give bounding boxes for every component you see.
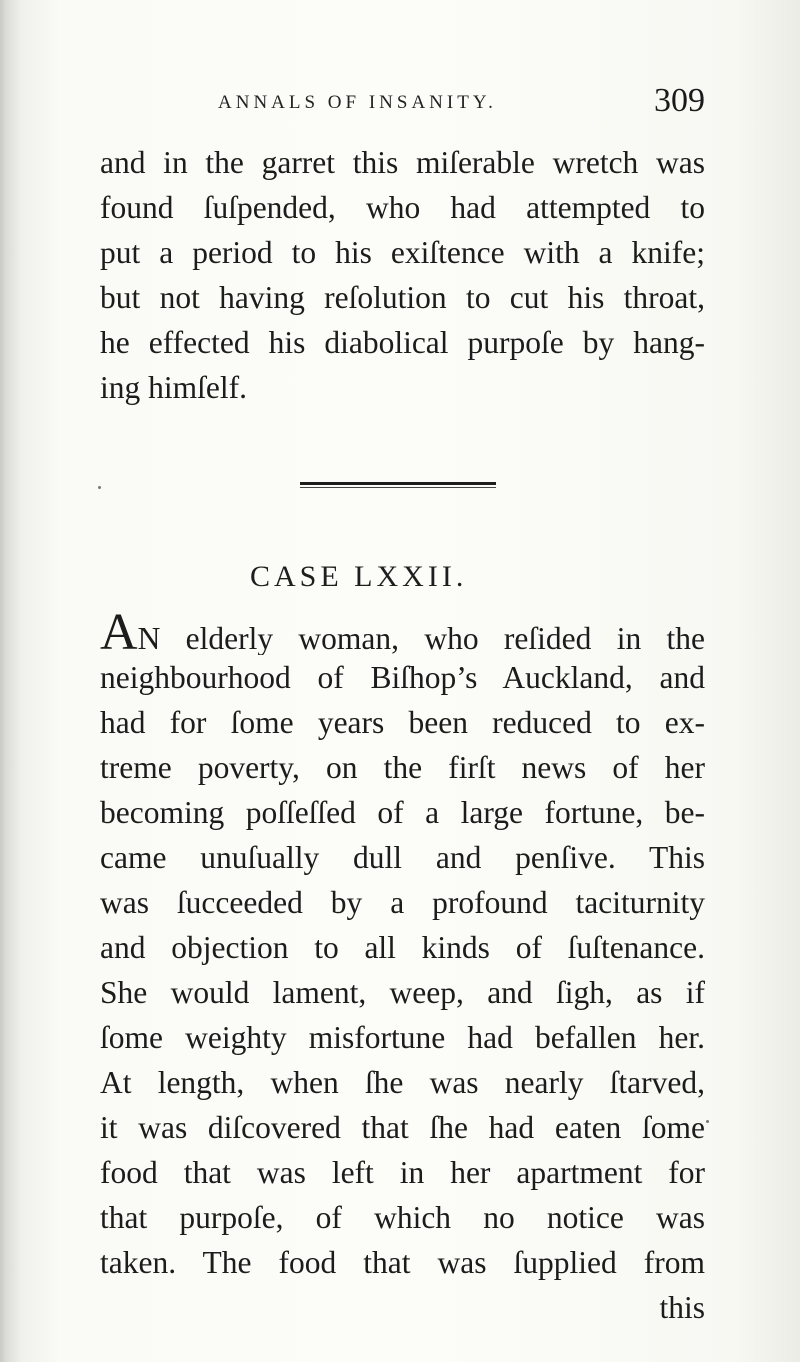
divider-thick-rule [300, 482, 496, 485]
text-line: ſome weighty misfortune had befallen her. [100, 1020, 705, 1055]
text-line: but not having reſolution to cut his throat, [100, 280, 705, 315]
text-line: he effected his diabolical purpoſe by hang- [100, 325, 705, 360]
margin-speck [706, 1120, 709, 1123]
text-line: and in the garret this miſerable wretch was [100, 145, 705, 180]
page-header [100, 82, 705, 128]
paragraph-continued [100, 140, 705, 410]
margin-speck [98, 486, 101, 489]
text-line: came unuſually dull and penſive. This [100, 840, 705, 875]
case-heading: CASE LXXII. [250, 560, 468, 593]
text-line: it was diſcovered that ſhe had eaten ſome [100, 1110, 705, 1145]
text-line: had for ſome years been reduced to ex- [100, 705, 705, 740]
text-line: treme poverty, on the firſt news of her [100, 750, 705, 785]
text-line: that purpoſe, of which no notice was [100, 1200, 705, 1235]
text-line: food that was left in her apartment for [100, 1155, 705, 1190]
page-number: 309 [654, 82, 705, 119]
first-text-line [100, 610, 705, 655]
section-divider [300, 480, 496, 490]
text-line: ing himſelf. [100, 370, 247, 405]
drop-cap: A [100, 610, 138, 655]
text-line: was ſucceeded by a profound taciturnity [100, 885, 705, 920]
text-line: She would lament, weep, and ſigh, as if [100, 975, 705, 1010]
text-line: taken. The food that was ſupplied from [100, 1245, 705, 1280]
running-head: ANNALS OF INSANITY. [218, 92, 497, 113]
case-paragraph [100, 610, 705, 1330]
divider-thin-rule [300, 487, 496, 488]
text-line: found ſuſpended, who had attempted to [100, 190, 705, 225]
first-line-text: N elderly woman, who reſided in the [137, 621, 705, 655]
text-line: and objection to all kinds of ſuſtenance. [100, 930, 705, 965]
text-line: becoming poſſeſſed of a large fortune, be- [100, 795, 705, 830]
text-line: At length, when ſhe was nearly ſtarved, [100, 1065, 705, 1100]
text-line: put a period to his exiſtence with a knife; [100, 235, 705, 270]
catchword: this [659, 1290, 705, 1325]
text-line: neighbourhood of Biſhop’s Auckland, and [100, 660, 705, 695]
